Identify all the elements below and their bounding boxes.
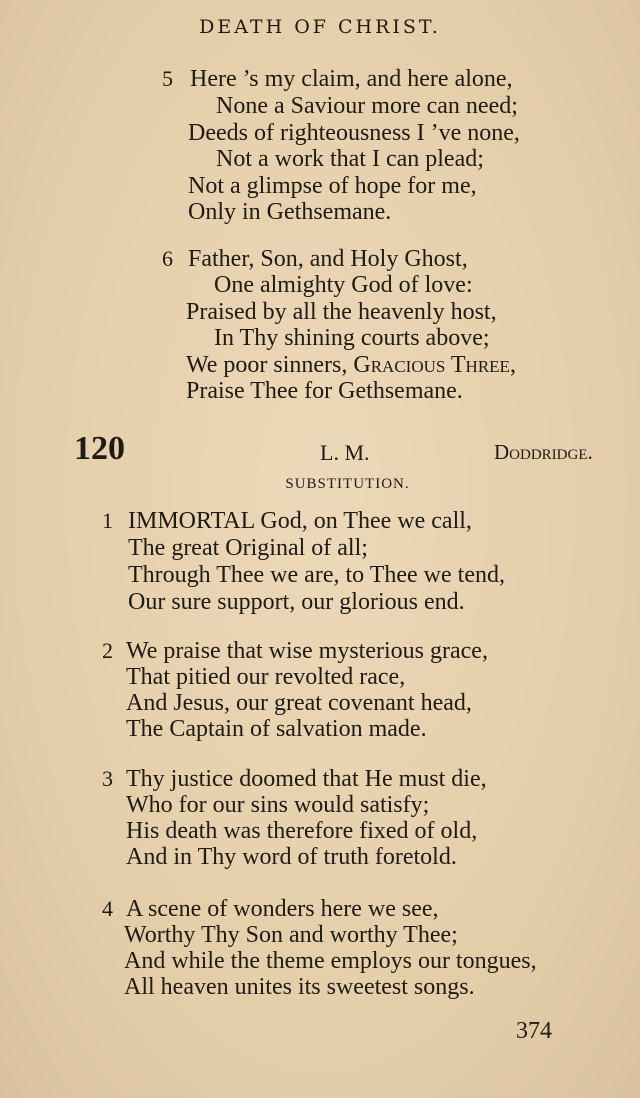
verse-line: Only in Gethsemane. <box>188 199 392 225</box>
running-head: DEATH OF CHRIST. <box>199 16 441 38</box>
verse-line: Praised by all the heavenly host, <box>186 299 497 325</box>
verse-line: Thy justice doomed that He must die, <box>126 766 487 792</box>
verse-line: The Captain of salvation made. <box>126 716 427 742</box>
verse-line: The great Original of all; <box>128 535 368 561</box>
verse-line: Our sure support, our glorious end. <box>128 589 465 615</box>
page-number: 374 <box>516 1018 552 1044</box>
verse-line: Not a glimpse of hope for me, <box>188 173 477 199</box>
verse-line: Worthy Thy Son and worthy Thee; <box>124 922 458 948</box>
verse-line: Who for our sins would satisfy; <box>126 792 430 818</box>
verse-line: All heaven unites its sweetest songs. <box>124 974 475 1000</box>
verse-line: And Jesus, our great covenant head, <box>126 690 472 716</box>
verse-line: Father, Son, and Holy Ghost, <box>188 246 468 272</box>
verse-line: A scene of wonders here we see, <box>126 896 439 922</box>
verse-line: We praise that wise mysterious grace, <box>126 638 488 664</box>
verse-line: And in Thy word of truth foretold. <box>126 844 457 870</box>
verse-line-start: We poor sinners, <box>186 352 354 378</box>
verse-number: 6 <box>162 246 173 271</box>
hymn-number: 120 <box>74 430 125 467</box>
hymn-subject: SUBSTITUTION. <box>285 476 410 492</box>
verse-line: And while the theme employs our tongues, <box>124 948 537 974</box>
verse-line: That pitied our revolted race, <box>126 664 406 690</box>
verse-number: 5 <box>162 66 173 91</box>
verse-number: 4 <box>102 896 113 921</box>
verse-line: In Thy shining courts above; <box>214 325 490 351</box>
gracious-three-smallcaps: Gracious Three, <box>353 352 516 378</box>
verse-line: His death was therefore fixed of old, <box>126 818 478 844</box>
verse-number: 1 <box>102 508 113 533</box>
verse-line: One almighty God of love: <box>214 272 473 298</box>
hymn-author: Doddridge. <box>494 440 593 464</box>
verse-line-with-smallcaps <box>186 352 516 378</box>
hymn-meter: L. M. <box>320 440 370 465</box>
verse-number: 3 <box>102 766 113 791</box>
verse-number: 2 <box>102 638 113 663</box>
verse-line: None a Saviour more can need; <box>216 93 518 119</box>
verse-line: Deeds of righteousness I ’ve none, <box>188 120 520 146</box>
verse-line: Here ’s my claim, and here alone, <box>190 66 513 92</box>
verse-line: Praise Thee for Gethsemane. <box>186 378 463 404</box>
verse-line: Through Thee we are, to Thee we tend, <box>128 562 505 588</box>
verse-line: Not a work that I can plead; <box>216 146 484 172</box>
verse-line: IMMORTAL God, on Thee we call, <box>128 508 472 534</box>
